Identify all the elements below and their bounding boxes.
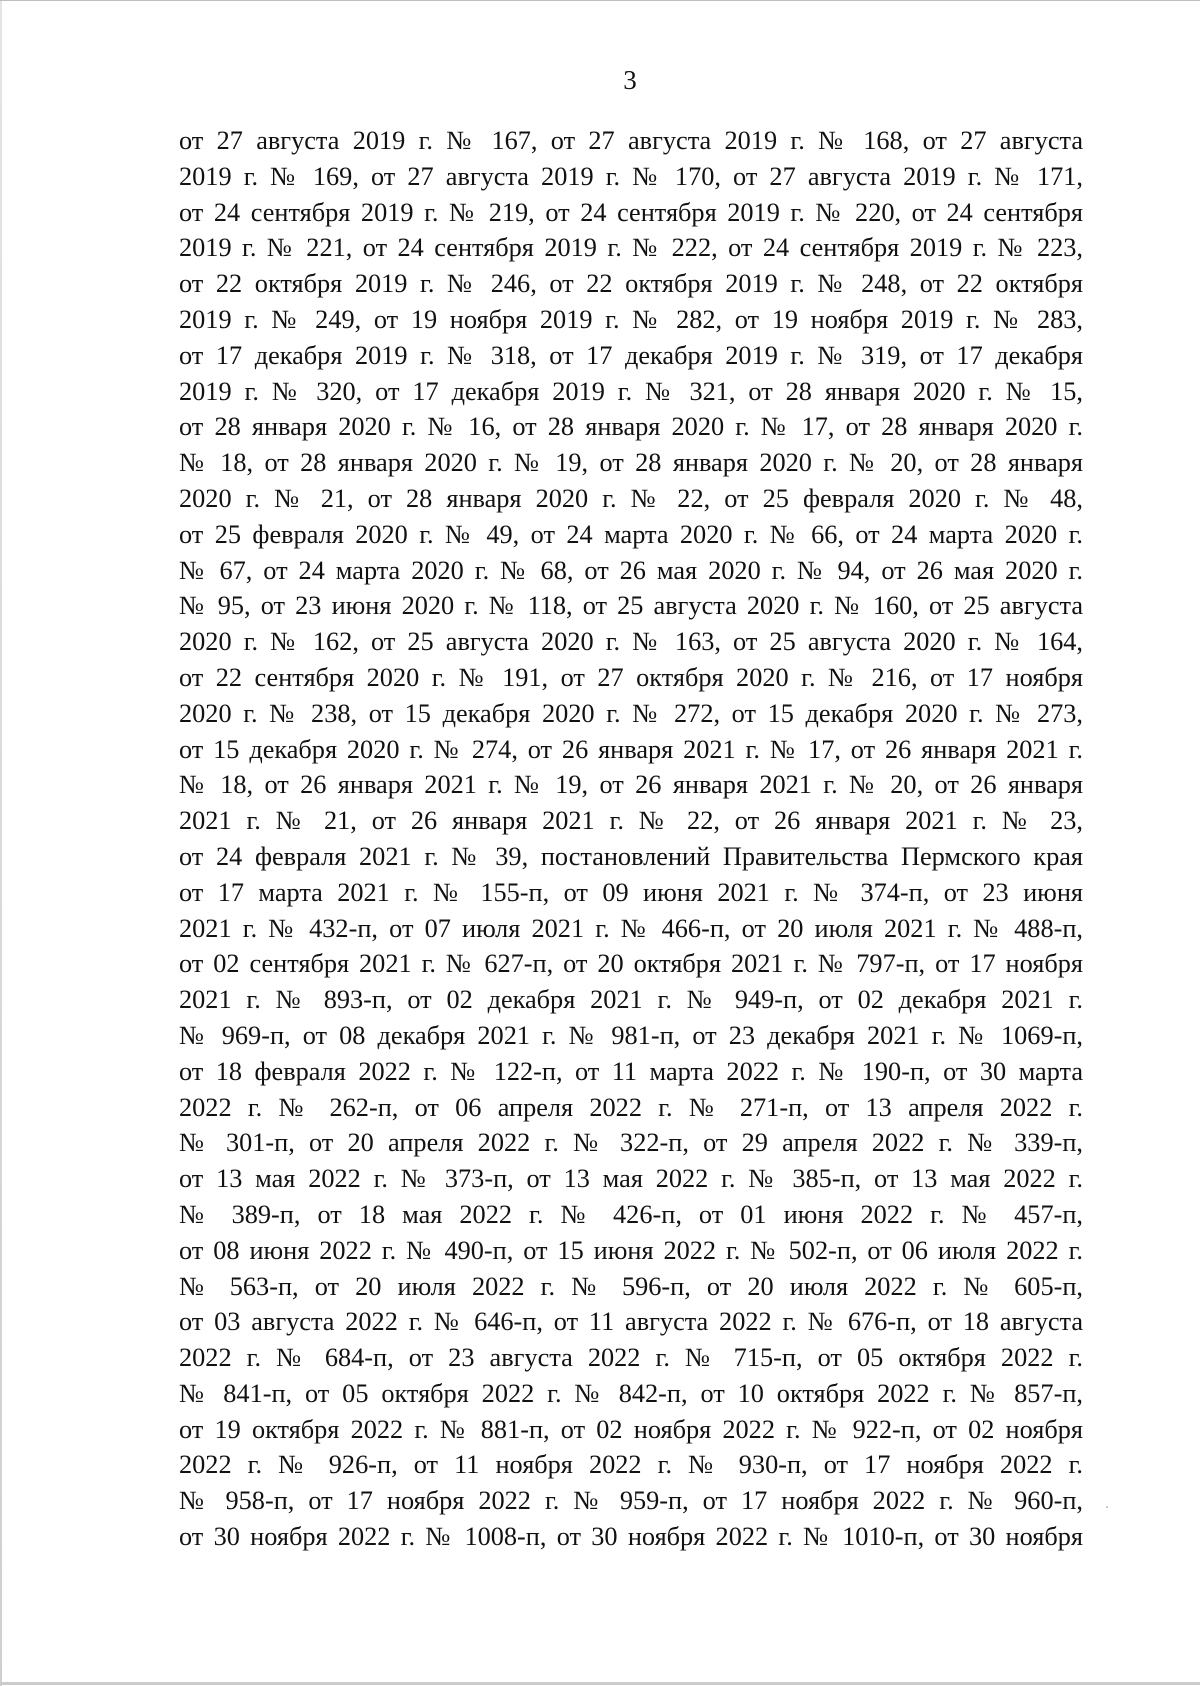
text-line: № 301-п, от 20 апреля 2022 г. № 322-п, от 29 апреля 2022 г. № 339-п, xyxy=(179,1128,1083,1158)
text-line: 2020 г. № 238, от 15 декабря 2020 г. № 272, от 15 декабря 2020 г. № 273, xyxy=(179,698,1083,728)
text-line: № 18, от 26 января 2021 г. № 19, от 26 января 2021 г. № 20, от 26 января xyxy=(179,770,1083,800)
text-line: 2020 г. № 21, от 28 января 2020 г. № 22, от 25 февраля 2020 г. № 48, xyxy=(179,483,1083,513)
text-line: от 30 ноября 2022 г. № 1008-п, от 30 ноября 2022 г. № 1010-п, от 30 ноября xyxy=(179,1522,1083,1552)
text-line: 2019 г. № 320, от 17 декабря 2019 г. № 321, от 28 января 2020 г. № 15, xyxy=(179,376,1083,406)
scan-speck xyxy=(1106,1506,1108,1508)
text-line: от 13 мая 2022 г. № 373-п, от 13 мая 2022 г. № 385-п, от 13 мая 2022 г. xyxy=(179,1164,1083,1194)
text-line: от 02 сентября 2021 г. № 627-п, от 20 октября 2021 г. № 797-п, от 17 ноября xyxy=(179,949,1083,979)
text-line: № 389-п, от 18 мая 2022 г. № 426-п, от 01 июня 2022 г. № 457-п, xyxy=(179,1199,1083,1229)
text-line: 2022 г. № 926-п, от 11 ноября 2022 г. № 930-п, от 17 ноября 2022 г. xyxy=(179,1450,1083,1480)
text-line: 2020 г. № 162, от 25 августа 2020 г. № 163, от 25 августа 2020 г. № 164, xyxy=(179,627,1083,657)
body-text xyxy=(179,123,1083,1555)
text-line: № 958-п, от 17 ноября 2022 г. № 959-п, от 17 ноября 2022 г. № 960-п, xyxy=(179,1486,1083,1516)
text-line: от 24 сентября 2019 г. № 219, от 24 сентября 2019 г. № 220, от 24 сентября xyxy=(179,197,1083,227)
text-line: 2019 г. № 221, от 24 сентября 2019 г. № 222, от 24 сентября 2019 г. № 223, xyxy=(179,233,1083,263)
text-line: № 67, от 24 марта 2020 г. № 68, от 26 мая 2020 г. № 94, от 26 мая 2020 г. xyxy=(179,555,1083,585)
text-line: от 17 марта 2021 г. № 155-п, от 09 июня 2021 г. № 374-п, от 23 июня xyxy=(179,877,1083,907)
text-line: № 18, от 28 января 2020 г. № 19, от 28 января 2020 г. № 20, от 28 января xyxy=(179,448,1083,478)
text-line: № 95, от 23 июня 2020 г. № 118, от 25 августа 2020 г. № 160, от 25 августа xyxy=(179,591,1083,621)
scan-left-edge xyxy=(0,1,2,1686)
page-number: 3 xyxy=(623,65,637,95)
text-line: № 563-п, от 20 июля 2022 г. № 596-п, от 20 июля 2022 г. № 605-п, xyxy=(179,1271,1083,1301)
text-line: от 24 февраля 2021 г. № 39, постановлений Правительства Пермского края xyxy=(179,841,1083,871)
text-line: от 22 октября 2019 г. № 246, от 22 октября 2019 г. № 248, от 22 октября xyxy=(179,269,1083,299)
text-line: от 03 августа 2022 г. № 646-п, от 11 августа 2022 г. № 676-п, от 18 августа xyxy=(179,1307,1083,1337)
text-line: от 17 декабря 2019 г. № 318, от 17 декабря 2019 г. № 319, от 17 декабря xyxy=(179,340,1083,370)
text-line: от 18 февраля 2022 г. № 122-п, от 11 марта 2022 г. № 190-п, от 30 марта xyxy=(179,1056,1083,1086)
text-line: 2022 г. № 684-п, от 23 августа 2022 г. № 715-п, от 05 октября 2022 г. xyxy=(179,1343,1083,1373)
text-line: 2021 г. № 21, от 26 января 2021 г. № 22, от 26 января 2021 г. № 23, xyxy=(179,806,1083,836)
text-line: 2019 г. № 169, от 27 августа 2019 г. № 170, от 27 августа 2019 г. № 171, xyxy=(179,161,1083,191)
text-line: от 25 февраля 2020 г. № 49, от 24 марта 2020 г. № 66, от 24 марта 2020 г. xyxy=(179,519,1083,549)
text-line: № 841-п, от 05 октября 2022 г. № 842-п, от 10 октября 2022 г. № 857-п, xyxy=(179,1378,1083,1408)
text-line: № 969-п, от 08 декабря 2021 г. № 981-п, от 23 декабря 2021 г. № 1069-п, xyxy=(179,1020,1083,1050)
text-line: от 08 июня 2022 г. № 490-п, от 15 июня 2022 г. № 502-п, от 06 июля 2022 г. xyxy=(179,1235,1083,1265)
text-line: от 19 октября 2022 г. № 881-п, от 02 ноября 2022 г. № 922-п, от 02 ноября xyxy=(179,1414,1083,1444)
text-line: от 15 декабря 2020 г. № 274, от 26 января 2021 г. № 17, от 26 января 2021 г. xyxy=(179,734,1083,764)
text-line: 2021 г. № 432-п, от 07 июля 2021 г. № 466-п, от 20 июля 2021 г. № 488-п, xyxy=(179,913,1083,943)
text-line: 2019 г. № 249, от 19 ноября 2019 г. № 282, от 19 ноября 2019 г. № 283, xyxy=(179,304,1083,334)
text-line: 2021 г. № 893-п, от 02 декабря 2021 г. № 949-п, от 02 декабря 2021 г. xyxy=(179,985,1083,1015)
text-line: от 28 января 2020 г. № 16, от 28 января 2020 г. № 17, от 28 января 2020 г. xyxy=(179,412,1083,442)
text-line: 2022 г. № 262-п, от 06 апреля 2022 г. № 271-п, от 13 апреля 2022 г. xyxy=(179,1092,1083,1122)
text-line: от 27 августа 2019 г. № 167, от 27 августа 2019 г. № 168, от 27 августа xyxy=(179,126,1083,155)
text-line: от 22 сентября 2020 г. № 191, от 27 октября 2020 г. № 216, от 17 ноября xyxy=(179,662,1083,692)
